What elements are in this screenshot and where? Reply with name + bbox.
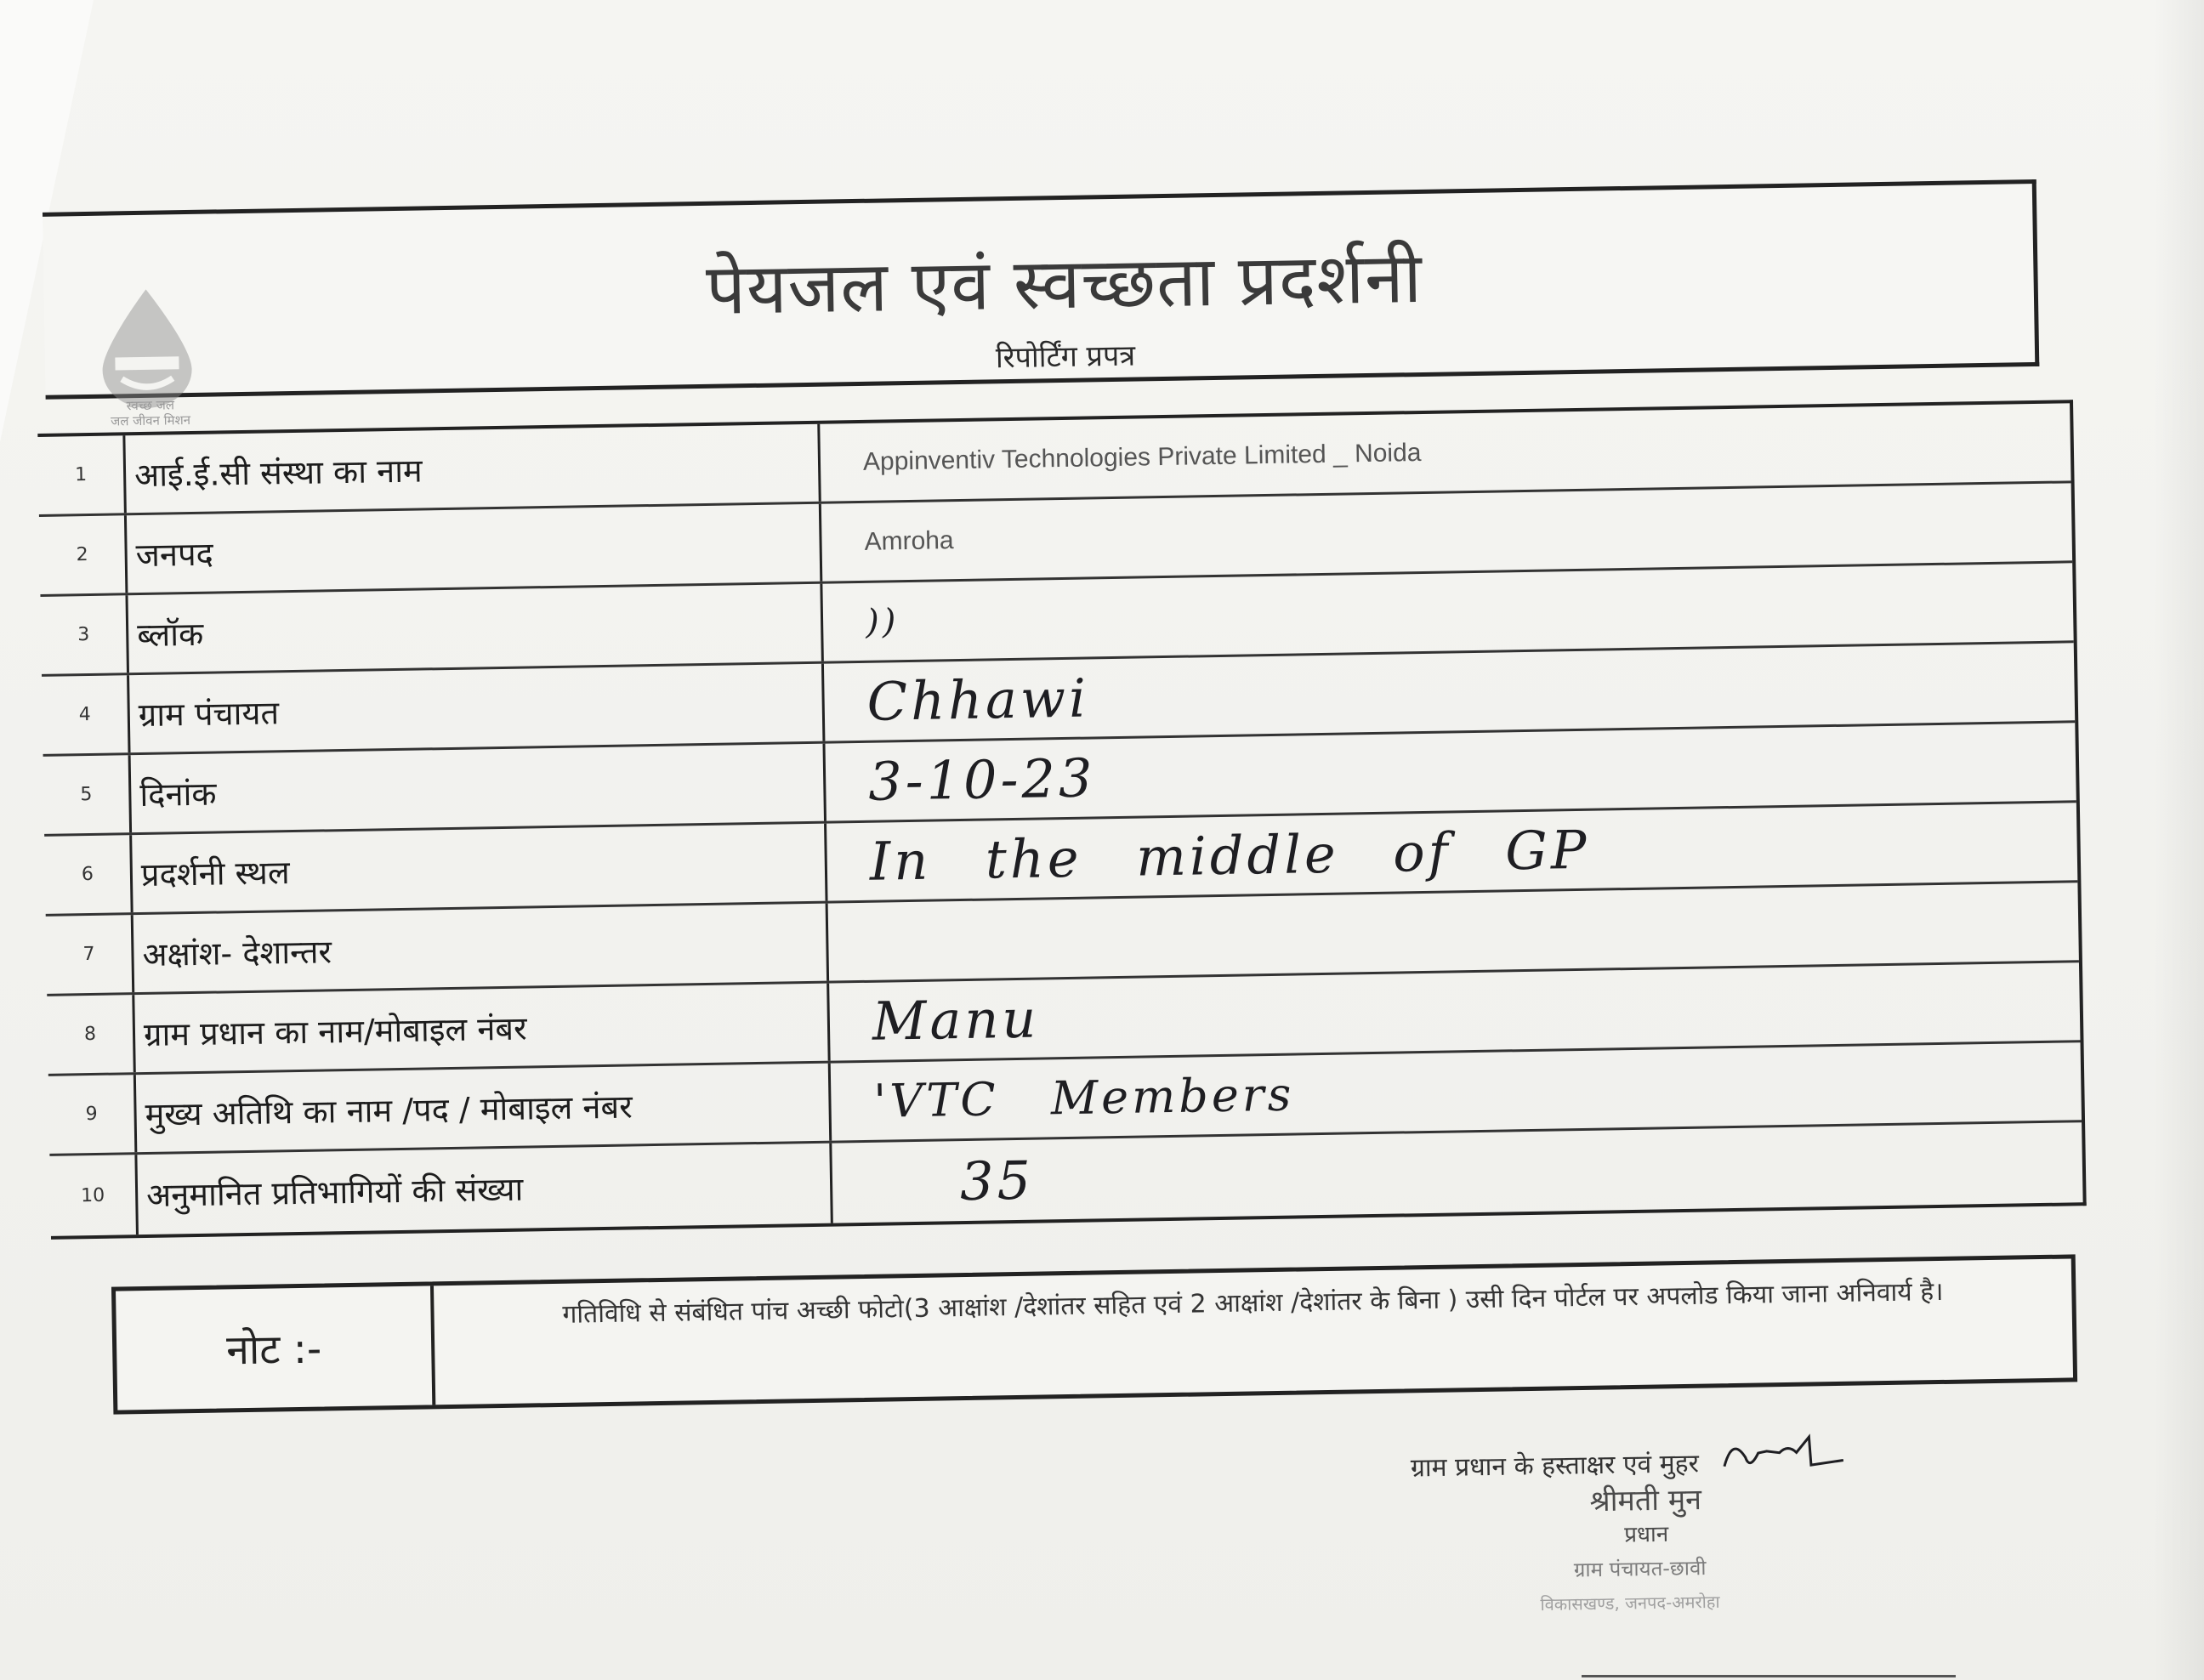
row-label: जनपद: [124, 504, 822, 593]
district-value: Amroha: [864, 525, 954, 556]
row-label: मुख्य अतिथि का नाम /पद / मोबाइल नंबर: [133, 1064, 832, 1153]
date-value: 3-10-23: [867, 746, 1096, 813]
block-value: )): [865, 601, 900, 642]
row-label: आई.ई.सी संस्था का नाम: [122, 424, 821, 514]
participants-count-value: 35: [959, 1149, 1035, 1212]
row-number: 7: [82, 943, 95, 966]
row-number: 8: [83, 1023, 97, 1046]
row-number: 3: [77, 623, 90, 646]
gram-panchayat-value: Chhawi: [866, 667, 1090, 733]
signature-line: [1410, 1424, 2006, 1484]
stamp-name: श्रीमती मुन: [1589, 1483, 1702, 1519]
handwritten-signature: [1715, 1426, 1852, 1479]
reporting-form: [34, 179, 2083, 1374]
page-subtitle: रिपोर्टिंग प्रपत्र: [995, 338, 1136, 376]
logo-caption: [70, 396, 232, 429]
row-number: 4: [78, 703, 92, 726]
row-number: 9: [85, 1103, 98, 1126]
row-label: ब्लॉक: [125, 584, 823, 673]
row-number: 6: [81, 863, 94, 886]
water-drop-logo-icon: [82, 282, 211, 411]
row-label: ग्राम प्रधान का नाम/मोबाइल नंबर: [132, 984, 830, 1073]
paper-edge-shadow: [2153, 0, 2204, 1680]
stamp-designation: प्रधान: [1623, 1521, 1669, 1548]
note-label: नोट :-: [116, 1286, 435, 1410]
stamp-location: विकासखण्ड, जनपद-अमरोहा: [1540, 1591, 1720, 1615]
row-number: 10: [80, 1184, 105, 1206]
iec-organization-value: Appinventiv Technologies Private Limited _ Noida: [862, 438, 1422, 476]
form-header: [43, 179, 2039, 429]
row-label: दिनांक: [128, 744, 826, 833]
row-number: 2: [76, 544, 88, 566]
row-label: प्रदर्शनी स्थल: [129, 824, 827, 913]
logo-caption-line2: जल जीवन मिशन: [110, 411, 191, 429]
pradhan-name-value: Manu: [872, 987, 1040, 1053]
stamp-panchayat: ग्राम पंचायत-छावी: [1573, 1556, 1707, 1582]
exhibition-venue-value: In the middle of GP: [869, 818, 1591, 893]
row-number: 1: [74, 464, 88, 486]
chief-guest-value: 'VTC Members: [872, 1067, 1295, 1128]
note-text: गतिविधि से संबंधित पांच अच्छी फोटो(3 आक्षांश /देशांतर सहित एवं 2 आक्षांश /देशांतर के बिना ) उसी दिन पोर्टल पर अपलोड किया जाना अनिवार्य है।: [562, 1276, 1944, 1330]
row-number: 5: [80, 783, 93, 806]
page-title: पेयजल एवं स्वच्छता प्रदर्शनी: [705, 237, 1423, 331]
report-table: [37, 400, 2086, 1240]
row-label: ग्राम पंचायत: [127, 664, 825, 753]
signature-label: ग्राम प्रधान के हस्ताक्षर एवं मुहर: [1410, 1449, 1700, 1484]
signature-block: [1410, 1424, 2008, 1624]
bottom-edge-line: [1582, 1675, 1956, 1677]
row-label: अनुमानित प्रतिभागियों की संख्या: [134, 1144, 832, 1235]
official-stamp: [1540, 1479, 2008, 1621]
logo-caption-line1: स्वच्छ जल: [126, 397, 175, 414]
row-label: अक्षांश- देशान्तर: [131, 904, 829, 993]
